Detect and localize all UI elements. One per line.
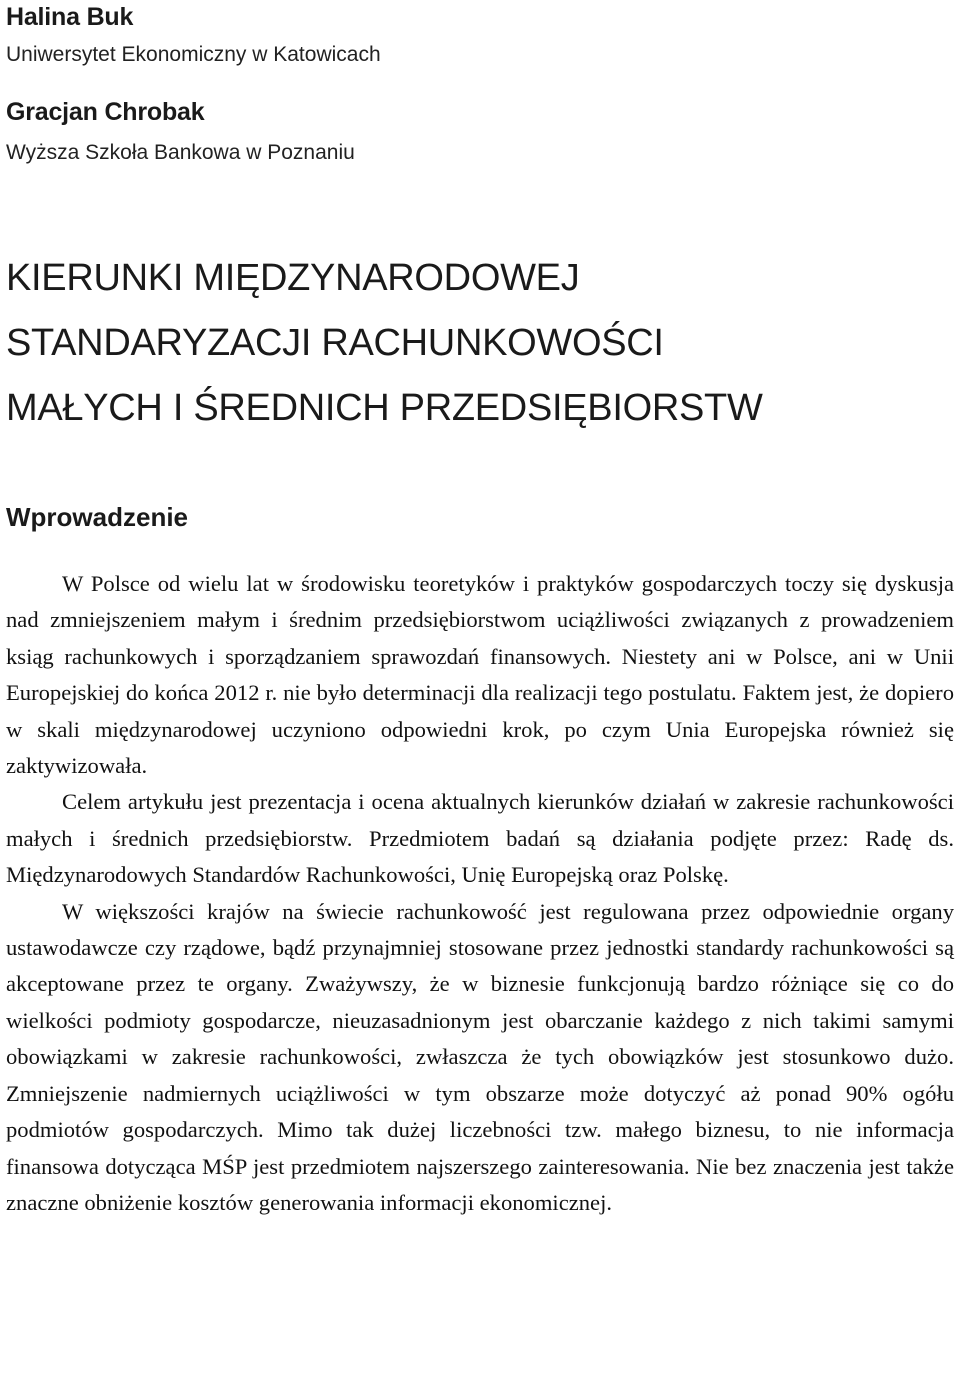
author-affiliation-1: Uniwersytet Ekonomiczny w Katowicach (6, 43, 381, 66)
title-line-3: MAŁYCH I ŚREDNICH PRZEDSIĘBIORSTW (6, 387, 763, 429)
paragraph-3: W większości krajów na świecie rachunkowość jest regulowana przez odpowiednie organy ustawodawcze czy rządowe, bądź przynajmniej stosowane przez jednostki standardy rachunkowości są akceptowane przez te organy. Zważywszy, że w biznesie funkcjonują bardzo różniące się co do wielkości podmioty gospodarcze, nieuzasadnionym jest obarczanie każdego z nich takimi samymi obowiązkami w zakresie rachunkowości, zwłaszcza że tych obowiązków jest stosunkowo dużo. Zmniejszenie nadmiernych uciążliwości w tym obszarze może dotyczyć aż ponad 90% ogółu podmiotów gospodarczych. Mimo tak dużej liczebności tzw. małego biznesu, to nie informacja finansowa dotycząca MŚP jest przedmiotem najszerszego zainteresowania. Nie bez znaczenia jest także znaczne obniżenie kosztów generowania informacji ekonomicznej. (6, 898, 954, 1215)
title-line-1: KIERUNKI MIĘDZYNARODOWEJ (6, 257, 580, 299)
author-affiliation-2: Wyższa Szkoła Bankowa w Poznaniu (6, 141, 355, 164)
body-text (6, 566, 954, 1221)
article-title (6, 246, 956, 441)
section-heading: Wprowadzenie (6, 502, 189, 532)
title-line-2: STANDARYZACJI RACHUNKOWOŚCI (6, 322, 664, 364)
paragraph-1: W Polsce od wielu lat w środowisku teoretyków i praktyków gospodarczych toczy się dyskusja nad zmniejszeniem małym i średnim przedsiębiorstwom uciążliwości związanych z prowadzeniem ksiąg rachunkowych i sporządzaniem sprawozdań finansowych. Niestety ani w Polsce, ani w Unii Europejskiej do końca 2012 r. nie było determinacji dla realizacji tego postulatu. Faktem jest, że dopiero w skali międzynarodowej uczyniono odpowiedni krok, po czym Unia Europejska również się zaktywizowała. (6, 571, 954, 779)
author-name-2: Gracjan Chrobak (6, 98, 205, 126)
paragraph-2: Celem artykułu jest prezentacja i ocena aktualnych kierunków działań w zakresie rachunkowości małych i średnich przedsiębiorstw. Przedmiotem badań są działania podjęte przez: Radę ds. Międzynarodowych Standardów Rachunkowości, Unię Europejską oraz Polskę. (6, 789, 954, 888)
author-name-1: Halina Buk (6, 3, 134, 31)
